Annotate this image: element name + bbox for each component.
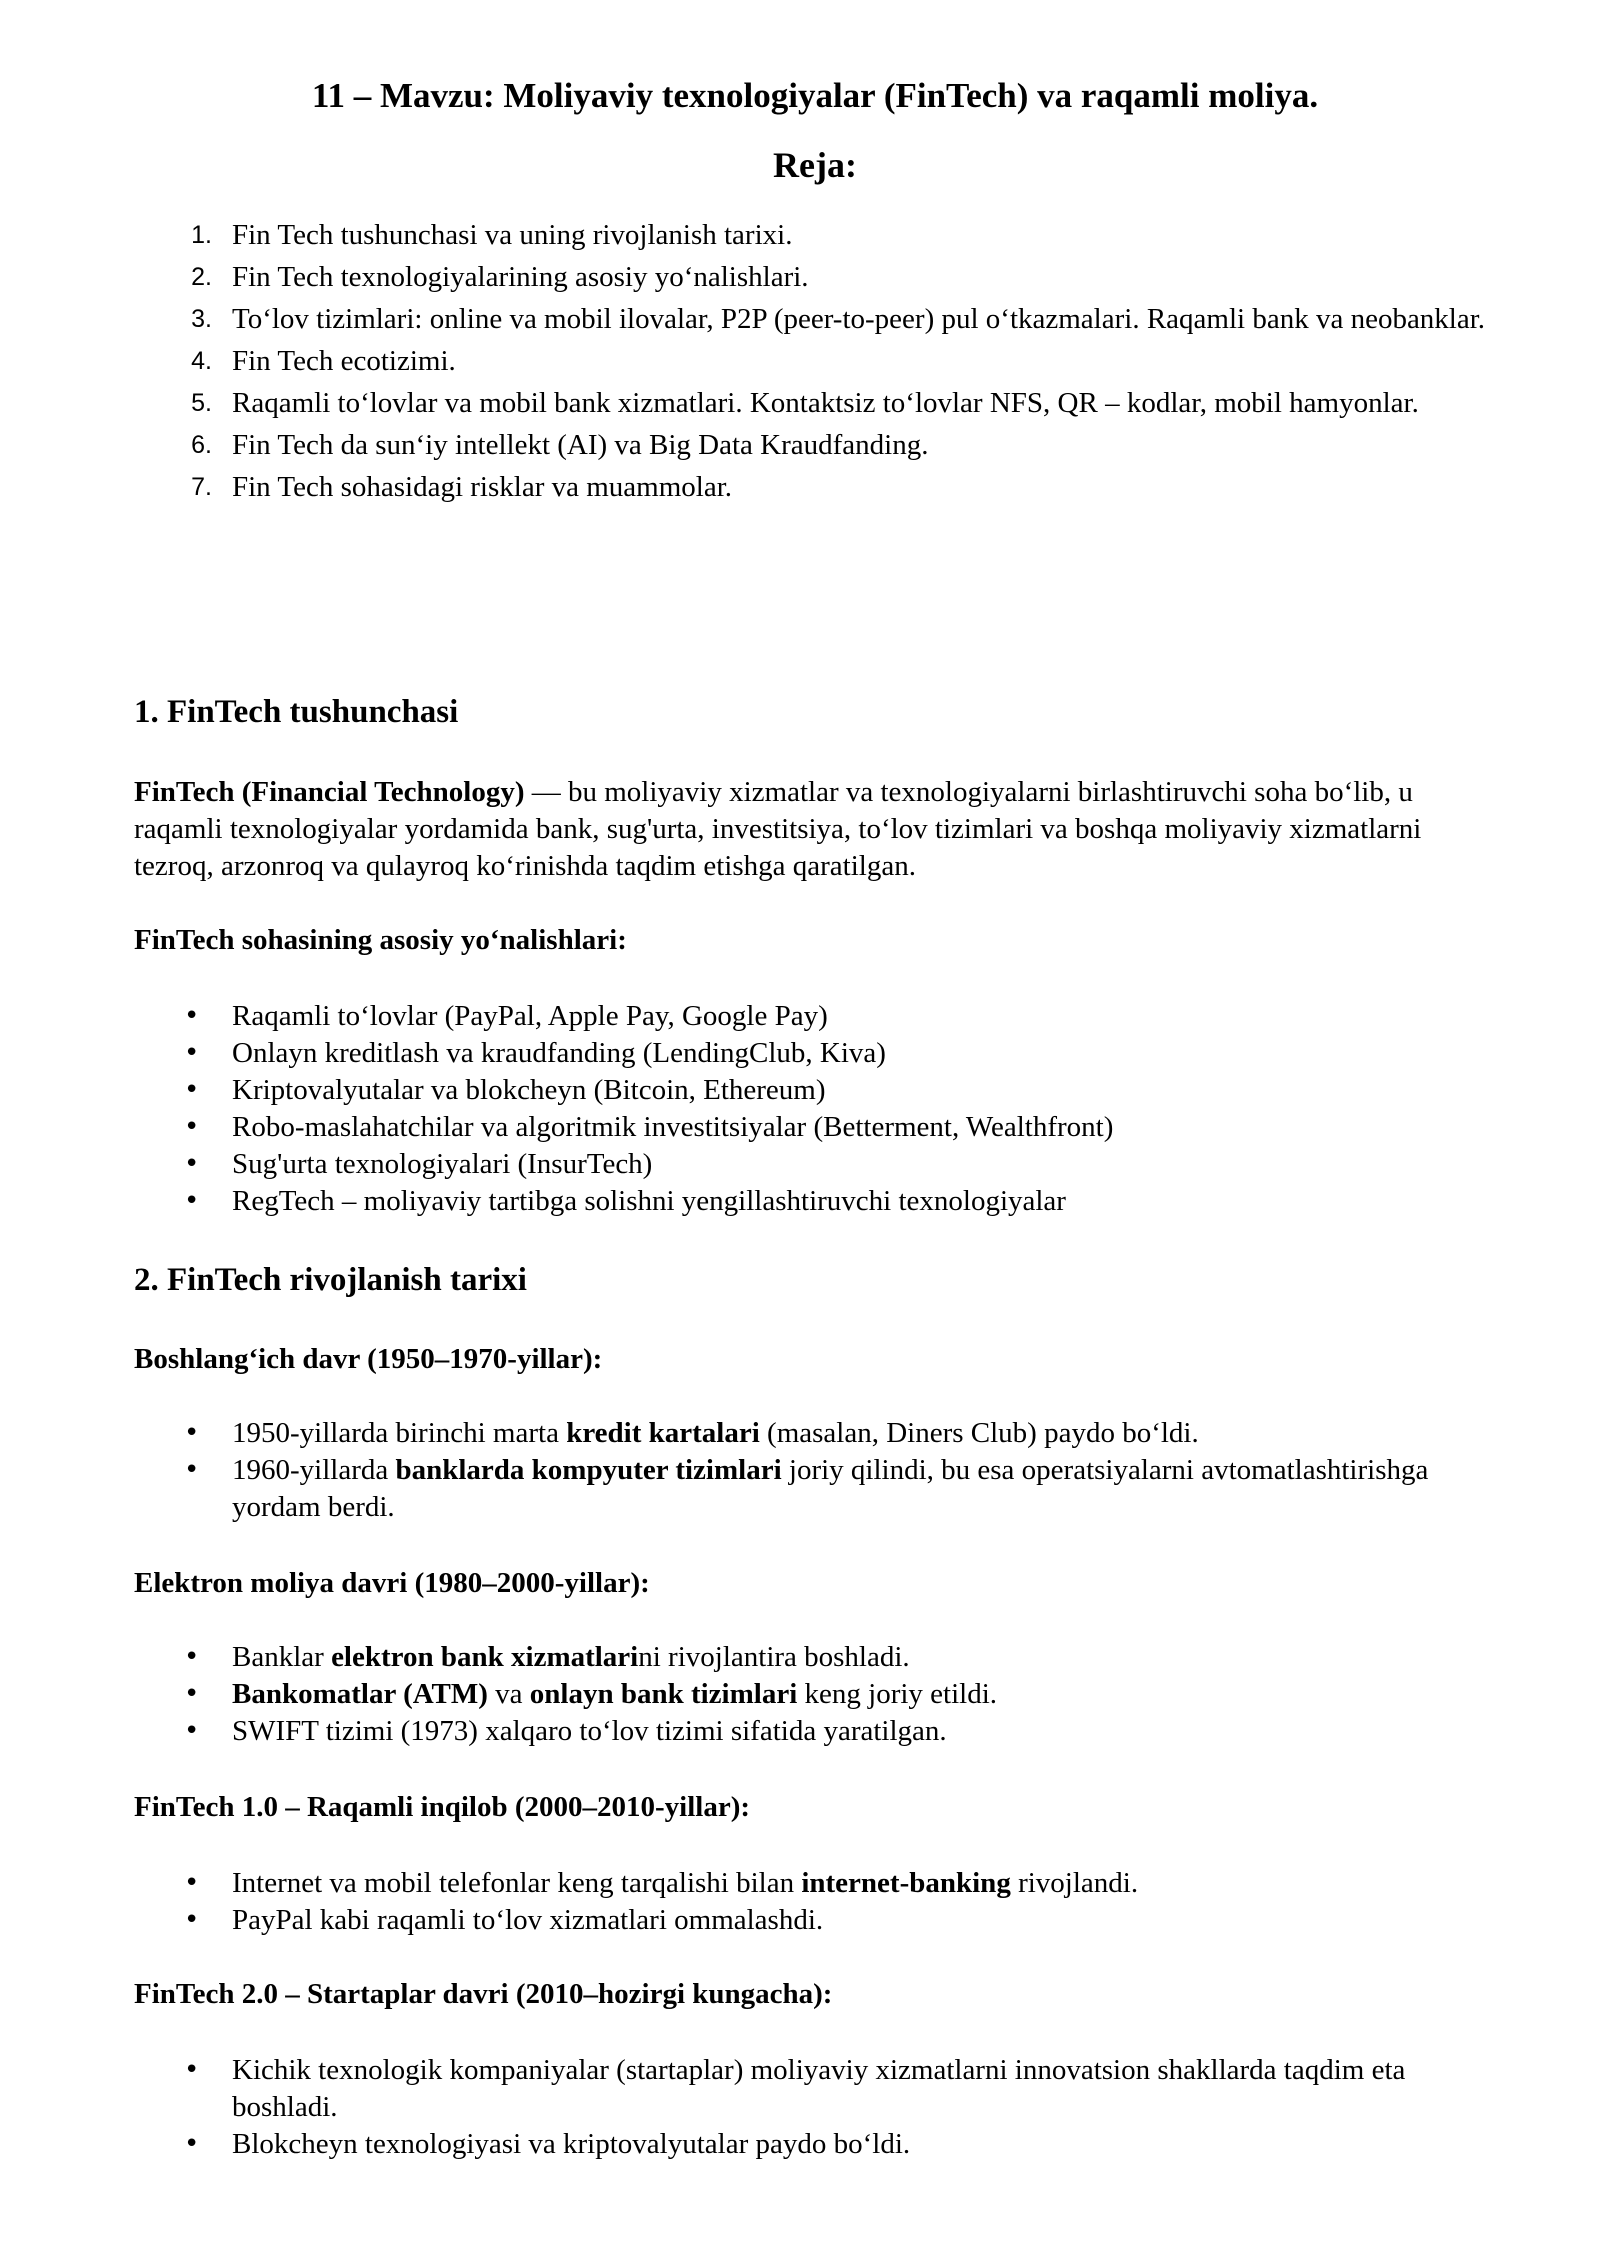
subsection-heading: Elektron moliya davri (1980–2000-yillar): bbox=[134, 1567, 650, 1599]
text-run: Internet va mobil telefonlar keng tarqalishi bilan bbox=[232, 1867, 802, 1899]
bold-run: elektron bank xizmatlari bbox=[331, 1641, 639, 1673]
text-run: Banklar bbox=[232, 1641, 332, 1673]
plan-item-number: 5. bbox=[191, 389, 212, 417]
subsection-heading: FinTech 1.0 – Raqamli inqilob (2000–2010-yillar): bbox=[134, 1791, 751, 1823]
text-run: 1960-yillarda bbox=[232, 1454, 396, 1486]
list-item bbox=[232, 1639, 1492, 1676]
plan-item-number: 4. bbox=[191, 347, 212, 375]
plan-item-number: 3. bbox=[191, 305, 212, 333]
list-item: • SWIFT tizimi (1973) xalqaro to‘lov tizimi sifatida yaratilgan. bbox=[232, 1713, 1492, 1750]
list-item bbox=[232, 1676, 1492, 1713]
text-run: joriy qilindi, bu esa operatsiyalarni avtomatlashtirishga yordam berdi. bbox=[232, 1454, 1429, 1523]
plan-item-text: Fin Tech sohasidagi risklar va muammolar. bbox=[232, 471, 733, 503]
plan-list bbox=[191, 214, 1492, 508]
period-list bbox=[232, 1865, 1492, 1939]
plan-item-number: 6. bbox=[191, 431, 212, 459]
section-heading: 1. FinTech tushunchasi bbox=[134, 694, 459, 730]
bold-run: Bankomatlar (ATM) bbox=[232, 1678, 488, 1710]
period-list bbox=[232, 2052, 1492, 2163]
definition-paragraph bbox=[134, 774, 1494, 885]
definition-term: FinTech (Financial Technology) bbox=[134, 776, 525, 808]
subsection-heading: FinTech sohasining asosiy yo‘nalishlari: bbox=[134, 924, 627, 956]
plan-item bbox=[191, 382, 1492, 424]
plan-item bbox=[191, 340, 1492, 382]
text-run: (masalan, Diners Club) paydo bo‘ldi. bbox=[759, 1417, 1199, 1449]
plan-item-text: Fin Tech ecotizimi. bbox=[232, 345, 456, 377]
list-item: • Kriptovalyutalar va blokcheyn (Bitcoin, Ethereum) bbox=[232, 1072, 1492, 1109]
text-run: 1950-yillarda birinchi marta bbox=[232, 1417, 567, 1449]
list-item bbox=[232, 1415, 1492, 1452]
document-title: 11 – Mavzu: Moliyaviy texnologiyalar (FinTech) va raqamli moliya. bbox=[311, 76, 1319, 115]
plan-item-text: Raqamli to‘lovlar va mobil bank xizmatlari. Kontaktsiz to‘lovlar NFS, QR – kodlar, mobil hamyonlar. bbox=[232, 387, 1419, 419]
list-item: • Kichik texnologik kompaniyalar (startaplar) moliyaviy xizmatlarni innovatsion shakllarda taqdim eta boshladi. bbox=[232, 2052, 1492, 2126]
period-list bbox=[232, 1415, 1492, 1526]
plan-item-text: Fin Tech da sun‘iy intellekt (AI) va Big Data Kraudfanding. bbox=[232, 429, 929, 461]
list-item: • Onlayn kreditlash va kraudfanding (LendingClub, Kiva) bbox=[232, 1035, 1492, 1072]
section-heading: 2. FinTech rivojlanish tarixi bbox=[134, 1262, 527, 1298]
text-run: keng joriy etildi. bbox=[797, 1678, 998, 1710]
plan-item bbox=[191, 214, 1492, 256]
plan-item-number: 2. bbox=[191, 263, 212, 291]
list-item: • PayPal kabi raqamli to‘lov xizmatlari ommalashdi. bbox=[232, 1902, 1492, 1939]
text-run: va bbox=[487, 1678, 530, 1710]
plan-item-text: To‘lov tizimlari: online va mobil ilovalar, P2P (peer-to-peer) pul o‘tkazmalari. Raqamli bank va neobanklar. bbox=[232, 303, 1486, 335]
plan-item-text: Fin Tech texnologiyalarining asosiy yo‘nalishlari. bbox=[232, 261, 809, 293]
bold-run: internet-banking bbox=[801, 1867, 1011, 1899]
definition-text: — bu moliyaviy xizmatlar va texnologiyalarni birlashtiruvchi soha bo‘lib, u raqamli texnologiyalar yordamida bank, sug'urta, investitsiya, to‘lov tizimlari va boshqa moliyaviy xizmatlarni tezroq, arzonroq va qulayroq ko‘rinishda taqdim etishga qaratilgan. bbox=[134, 776, 1422, 882]
bold-run: onlayn bank tizimlari bbox=[529, 1678, 798, 1710]
list-item: • Blokcheyn texnologiyasi va kriptovalyutalar paydo bo‘ldi. bbox=[232, 2126, 1492, 2163]
period-list bbox=[232, 1639, 1492, 1750]
plan-item bbox=[191, 424, 1492, 466]
directions-list bbox=[232, 998, 1492, 1220]
plan-item bbox=[191, 298, 1492, 340]
plan-item bbox=[191, 466, 1492, 508]
list-item: • Robo-maslahatchilar va algoritmik investitsiyalar (Betterment, Wealthfront) bbox=[232, 1109, 1492, 1146]
plan-item-text: Fin Tech tushunchasi va uning rivojlanish tarixi. bbox=[232, 219, 793, 251]
subsection-heading: FinTech 2.0 – Startaplar davri (2010–hozirgi kungacha): bbox=[134, 1978, 833, 2010]
plan-item-number: 7. bbox=[191, 473, 212, 501]
list-item: • Raqamli to‘lovlar (PayPal, Apple Pay, Google Pay) bbox=[232, 998, 1492, 1035]
list-item bbox=[232, 1865, 1492, 1902]
list-item: • RegTech – moliyaviy tartibga solishni yengillashtiruvchi texnologiyalar bbox=[232, 1183, 1492, 1220]
text-run: rivojlandi. bbox=[1010, 1867, 1139, 1899]
list-item bbox=[232, 1452, 1492, 1526]
plan-item-number: 1. bbox=[191, 221, 212, 249]
list-item: • Sug'urta texnologiyalari (InsurTech) bbox=[232, 1146, 1492, 1183]
text-run: ni rivojlantira boshladi. bbox=[638, 1641, 910, 1673]
plan-heading: Reja: bbox=[773, 145, 857, 185]
subsection-heading: Boshlang‘ich davr (1950–1970-yillar): bbox=[134, 1343, 603, 1375]
bold-run: banklarda kompyuter tizimlari bbox=[395, 1454, 782, 1486]
bold-run: kredit kartalari bbox=[566, 1417, 760, 1449]
plan-item bbox=[191, 256, 1492, 298]
